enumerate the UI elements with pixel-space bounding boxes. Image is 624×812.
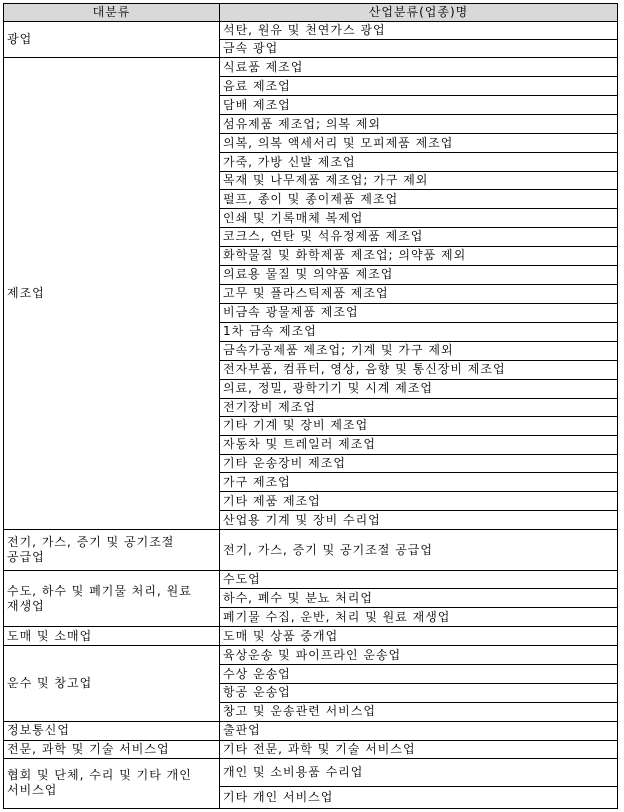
industry-name-cell: 기타 운송장비 제조업 xyxy=(220,455,618,473)
header-major-category: 대분류 xyxy=(4,4,220,22)
industry-name-cell: 폐기물 수집, 운반, 처리 및 원료 재생업 xyxy=(220,608,618,627)
major-category-cell: 광업 xyxy=(4,22,220,58)
industry-name-cell: 전기장비 제조업 xyxy=(220,398,618,416)
industry-name-cell: 전자부품, 컴퓨터, 영상, 음향 및 통신장비 제조업 xyxy=(220,360,618,379)
table-body xyxy=(4,22,618,809)
industry-name-cell: 항공 운송업 xyxy=(220,683,618,702)
major-category-cell: 정보통신업 xyxy=(4,721,220,740)
industry-name-cell: 의복, 의복 액세서리 및 모피제품 제조업 xyxy=(220,134,618,153)
industry-name-cell: 육상운송 및 파이프라인 운송업 xyxy=(220,646,618,665)
industry-name-cell: 가구 제조업 xyxy=(220,473,618,492)
table-row xyxy=(4,22,618,40)
industry-name-cell: 수상 운송업 xyxy=(220,665,618,683)
major-category-cell: 도매 및 소매업 xyxy=(4,627,220,646)
industry-name-cell: 식료품 제조업 xyxy=(220,58,618,77)
industry-name-cell: 산업용 기계 및 장비 수리업 xyxy=(220,511,618,530)
industry-name-cell: 석탄, 원유 및 천연가스 광업 xyxy=(220,22,618,40)
industry-name-cell: 하수, 폐수 및 분뇨 처리업 xyxy=(220,589,618,608)
header-industry-name: 산업분류(업종)명 xyxy=(220,4,618,22)
major-category-cell: 제조업 xyxy=(4,58,220,530)
major-category-cell: 수도, 하수 및 폐기물 처리, 원료 재생업 xyxy=(4,571,220,627)
industry-name-cell: 담배 제조업 xyxy=(220,96,618,115)
industry-name-cell: 비금속 광물제품 제조업 xyxy=(220,303,618,322)
table-row xyxy=(4,627,618,646)
industry-name-cell: 도매 및 상품 중개업 xyxy=(220,627,618,646)
industry-name-cell: 고무 및 플라스틱제품 제조업 xyxy=(220,284,618,303)
industry-name-cell: 자동차 및 트레일러 제조업 xyxy=(220,435,618,454)
table-row xyxy=(4,758,618,786)
industry-name-cell: 금속 광업 xyxy=(220,40,618,58)
major-category-cell: 전문, 과학 및 기술 서비스업 xyxy=(4,740,220,758)
industry-classification-table-container xyxy=(3,3,617,809)
industry-name-cell: 화학물질 및 화학제품 제조업; 의약품 제외 xyxy=(220,246,618,265)
table-row xyxy=(4,646,618,665)
industry-name-cell: 금속가공제품 제조업; 기계 및 가구 제외 xyxy=(220,341,618,360)
industry-name-cell: 기타 제품 제조업 xyxy=(220,492,618,511)
industry-name-cell: 목재 및 나무제품 제조업; 가구 제외 xyxy=(220,172,618,190)
industry-name-cell: 가죽, 가방 신발 제조업 xyxy=(220,153,618,172)
industry-name-cell: 기타 기계 및 장비 제조업 xyxy=(220,416,618,435)
industry-classification-table xyxy=(3,3,618,809)
industry-name-cell: 수도업 xyxy=(220,571,618,589)
table-row xyxy=(4,740,618,758)
table-header-row xyxy=(4,4,618,22)
major-category-cell: 협회 및 단체, 수리 및 기타 개인 서비스업 xyxy=(4,758,220,808)
industry-name-cell: 전기, 가스, 증기 및 공기조절 공급업 xyxy=(220,530,618,571)
table-row xyxy=(4,571,618,589)
industry-name-cell: 의료, 정밀, 광학기기 및 시계 제조업 xyxy=(220,379,618,398)
industry-name-cell: 출판업 xyxy=(220,721,618,740)
industry-name-cell: 음료 제조업 xyxy=(220,77,618,96)
industry-name-cell: 펄프, 종이 및 종이제품 제조업 xyxy=(220,190,618,209)
industry-name-cell: 개인 및 소비용품 수리업 xyxy=(220,758,618,786)
industry-name-cell: 기타 전문, 과학 및 기술 서비스업 xyxy=(220,740,618,758)
industry-name-cell: 인쇄 및 기록매체 복제업 xyxy=(220,209,618,228)
major-category-cell: 운수 및 창고업 xyxy=(4,646,220,721)
table-row xyxy=(4,721,618,740)
industry-name-cell: 의료용 물질 및 의약품 제조업 xyxy=(220,265,618,284)
industry-name-cell: 기타 개인 서비스업 xyxy=(220,786,618,808)
industry-name-cell: 섬유제품 제조업; 의복 제외 xyxy=(220,115,618,134)
major-category-cell: 전기, 가스, 증기 및 공기조절 공급업 xyxy=(4,530,220,571)
industry-name-cell: 코크스, 연탄 및 석유정제품 제조업 xyxy=(220,228,618,246)
table-row xyxy=(4,58,618,77)
table-row xyxy=(4,530,618,571)
industry-name-cell: 1차 금속 제조업 xyxy=(220,322,618,341)
industry-name-cell: 창고 및 운송관련 서비스업 xyxy=(220,702,618,721)
